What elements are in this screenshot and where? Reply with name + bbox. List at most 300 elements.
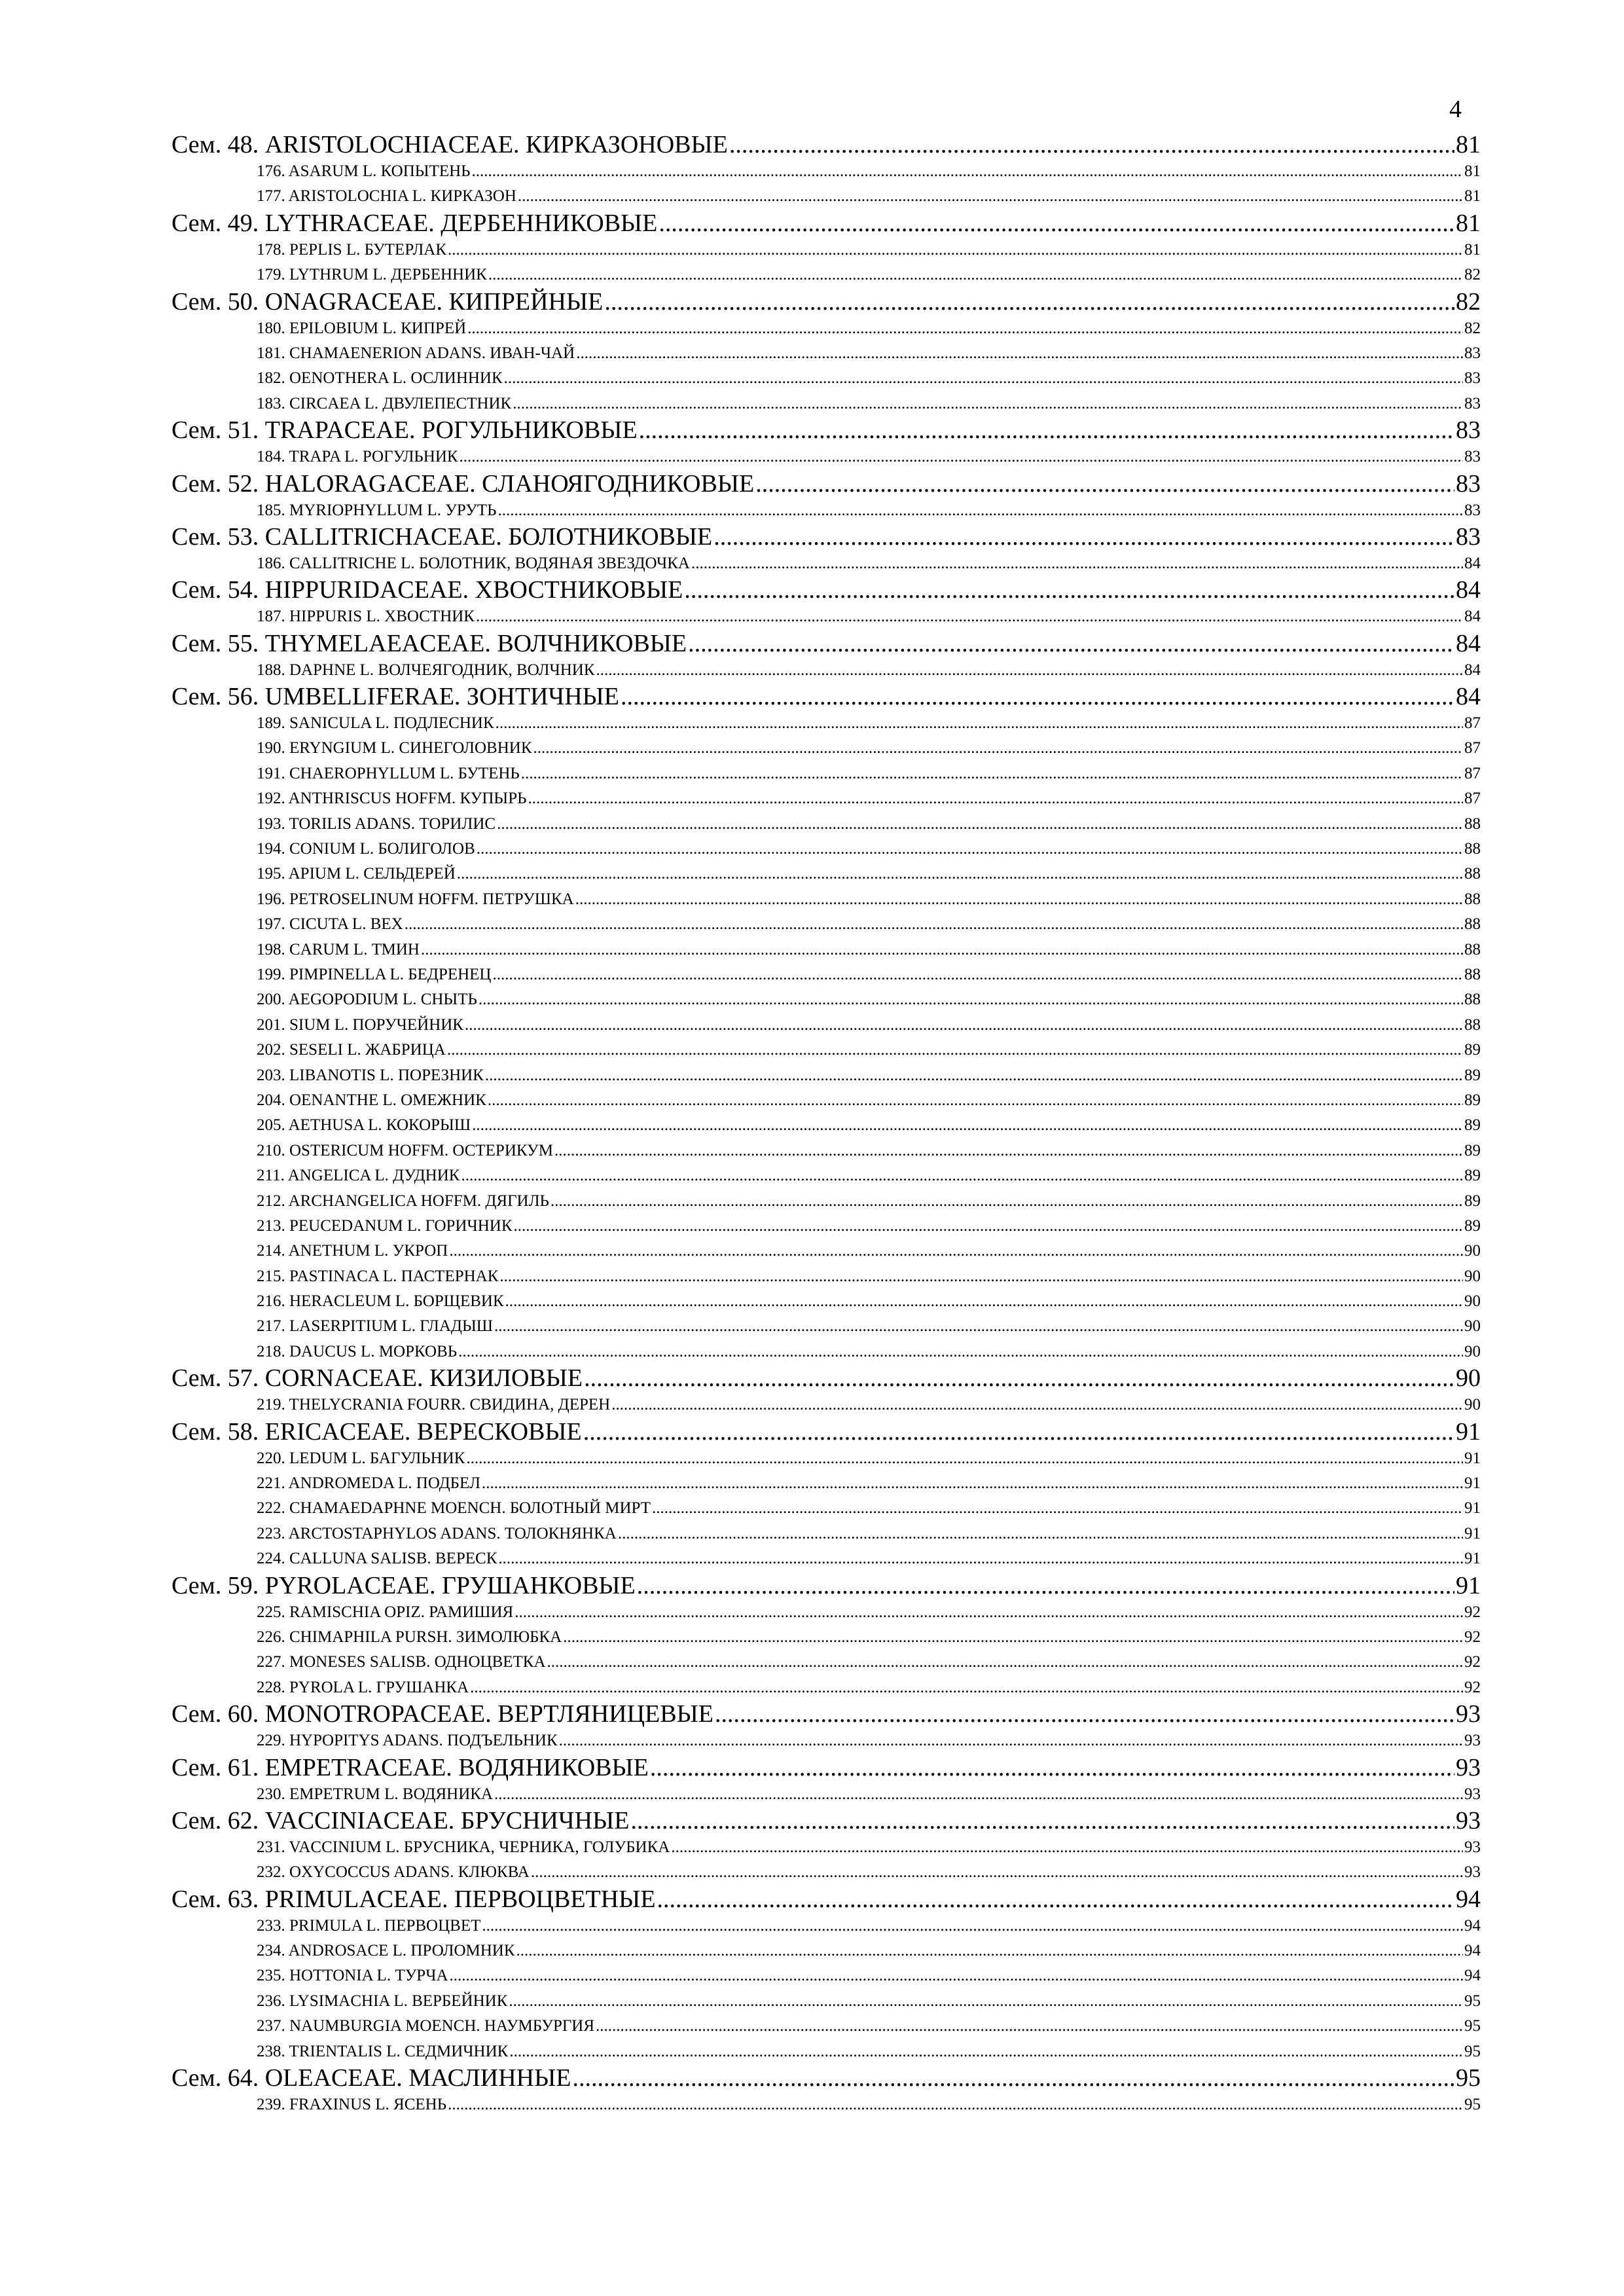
toc-entry-label: 194. CONIUM L. БОЛИГОЛОВ xyxy=(257,840,475,858)
toc-entry-label: 192. ANTHRISCUS HOFFM. КУПЫРЬ xyxy=(257,790,527,808)
toc-entry-page: 81 xyxy=(1464,162,1481,180)
dot-leader xyxy=(497,812,1463,837)
toc-genus-entry[interactable] xyxy=(171,1782,1481,1807)
dot-leader xyxy=(450,1963,1463,1988)
toc-entry-page: 93 xyxy=(1464,1785,1481,1803)
toc-entry-label: 201. SIUM L. ПОРУЧЕЙНИК xyxy=(257,1015,463,1034)
dot-leader xyxy=(494,1782,1463,1807)
toc-entry-label: Сем. 51. TRAPACEAE. РОГУЛЬНИКОВЫЕ xyxy=(171,416,638,445)
dot-leader xyxy=(596,658,1464,683)
toc-entry-label: 184. TRAPA L. РОГУЛЬНИК xyxy=(257,448,458,466)
toc-entry-label: 198. CARUM L. ТМИН xyxy=(257,940,420,958)
toc-entry-label: 231. VACCINIUM L. БРУСНИКА, ЧЕРНИКА, ГОЛУБИКА xyxy=(257,1838,670,1856)
toc-entry-label: 229. HYPOPITYS ADANS. ПОДЪЕЛЬНИК xyxy=(257,1732,558,1750)
toc-entry-page: 88 xyxy=(1464,840,1481,858)
toc-genus-entry[interactable] xyxy=(171,1650,1481,1675)
toc-entry-label: 191. CHAEROPHYLLUM L. БУТЕНЬ xyxy=(257,764,520,782)
toc-family-entry[interactable] xyxy=(171,470,1481,498)
toc-entry-page: 93 xyxy=(1464,1863,1481,1882)
toc-genus-entry[interactable] xyxy=(171,2014,1481,2039)
toc-entry-page: 95 xyxy=(1464,2042,1481,2060)
table-of-contents xyxy=(171,131,1481,2117)
toc-entry-page: 84 xyxy=(1456,629,1481,657)
dot-leader xyxy=(498,1546,1463,1571)
dot-leader xyxy=(575,887,1463,912)
dot-leader xyxy=(516,1939,1463,1963)
toc-entry-label: Сем. 61. EMPETRACEAE. ВОДЯНИКОВЫЕ xyxy=(171,1753,649,1781)
toc-genus-entry[interactable] xyxy=(171,1139,1481,1163)
dot-leader xyxy=(684,576,1454,604)
toc-entry-label: 199. PIMPINELLA L. БЕДРЕНЕЦ xyxy=(257,965,492,983)
dot-leader xyxy=(509,1989,1463,2014)
dot-leader xyxy=(405,912,1463,937)
toc-entry-page: 88 xyxy=(1464,865,1481,883)
toc-family-entry[interactable] xyxy=(171,210,1481,238)
toc-entry-page: 89 xyxy=(1464,1041,1481,1059)
page-number: 4 xyxy=(1449,96,1462,123)
toc-entry-page: 90 xyxy=(1464,1292,1481,1311)
dot-leader xyxy=(485,1063,1463,1088)
toc-entry-page: 94 xyxy=(1464,1942,1481,1960)
toc-entry-page: 82 xyxy=(1464,319,1481,337)
toc-family-entry[interactable] xyxy=(171,1572,1481,1600)
toc-entry-label: 232. OXYCOCCUS ADANS. КЛЮКВА xyxy=(257,1863,530,1882)
toc-entry-page: 89 xyxy=(1464,1216,1481,1235)
toc-entry-label: 202. SESELI L. ЖАБРИЦА xyxy=(257,1041,446,1059)
dot-leader xyxy=(659,210,1454,238)
toc-genus-entry[interactable] xyxy=(171,1963,1481,1988)
toc-genus-entry[interactable] xyxy=(171,1013,1481,1038)
toc-genus-entry[interactable] xyxy=(171,1163,1481,1188)
dot-leader xyxy=(652,1496,1463,1521)
dot-leader xyxy=(618,1522,1463,1546)
toc-genus-entry[interactable] xyxy=(171,736,1481,761)
toc-entry-page: 92 xyxy=(1464,1678,1481,1696)
toc-genus-entry[interactable] xyxy=(171,658,1481,683)
toc-entry-label: 234. ANDROSACE L. ПРОЛОМНИК xyxy=(257,1942,515,1960)
toc-genus-entry[interactable] xyxy=(171,887,1481,912)
toc-entry-page: 88 xyxy=(1464,940,1481,958)
toc-entry-page: 91 xyxy=(1464,1474,1481,1493)
toc-family-entry[interactable] xyxy=(171,1754,1481,1782)
toc-genus-entry[interactable] xyxy=(171,392,1481,416)
toc-genus-entry[interactable] xyxy=(171,1314,1481,1339)
dot-leader xyxy=(533,736,1463,761)
toc-genus-entry[interactable] xyxy=(171,2092,1481,2117)
toc-entry-label: 188. DAPHNE L. ВОЛЧЕЯГОДНИК, ВОЛЧНИК xyxy=(257,661,595,679)
toc-genus-entry[interactable] xyxy=(171,1860,1481,1885)
toc-entry-label: 224. CALLUNA SALISB. ВЕРЕСК xyxy=(257,1550,497,1568)
toc-entry-label: 235. HOTTONIA L. ТУРЧА xyxy=(257,1967,448,1985)
dot-leader xyxy=(496,711,1463,736)
dot-leader xyxy=(482,1471,1463,1496)
toc-entry-page: 92 xyxy=(1464,1653,1481,1671)
toc-genus-entry[interactable] xyxy=(171,366,1481,391)
toc-family-entry[interactable] xyxy=(171,576,1481,604)
toc-entry-page: 90 xyxy=(1456,1364,1481,1393)
toc-entry-label: 225. RAMISCHIA OPIZ. РАМИШИЯ xyxy=(257,1603,514,1621)
toc-entry-page: 89 xyxy=(1464,1167,1481,1185)
toc-genus-entry[interactable] xyxy=(171,1063,1481,1088)
dot-leader xyxy=(611,1393,1463,1417)
dot-leader xyxy=(514,1600,1463,1625)
toc-entry-page: 93 xyxy=(1456,1700,1481,1728)
toc-entry-label: Сем. 58. ERICACEAE. ВЕРЕСКОВЫЕ xyxy=(171,1417,582,1446)
toc-entry-label: 178. PEPLIS L. БУТЕРЛАК xyxy=(257,240,447,259)
dot-leader xyxy=(488,1088,1463,1113)
toc-genus-entry[interactable] xyxy=(171,159,1481,184)
toc-entry-page: 83 xyxy=(1456,522,1481,551)
toc-entry-page: 90 xyxy=(1464,1242,1481,1260)
toc-entry-page: 89 xyxy=(1464,1116,1481,1135)
toc-entry-label: 217. LASERPITIUM L. ГЛАДЫШ xyxy=(257,1317,493,1336)
toc-entry-page: 89 xyxy=(1464,1091,1481,1109)
toc-entry-label: 215. PASTINACA L. ПАСТЕРНАК xyxy=(257,1267,499,1285)
toc-entry-page: 84 xyxy=(1464,661,1481,679)
toc-entry-page: 83 xyxy=(1464,448,1481,466)
dot-leader xyxy=(583,1418,1454,1446)
dot-leader xyxy=(639,416,1454,445)
toc-genus-entry[interactable] xyxy=(171,962,1481,987)
dot-leader xyxy=(514,1214,1463,1239)
toc-entry-page: 83 xyxy=(1456,416,1481,445)
toc-entry-page: 95 xyxy=(1464,1992,1481,2010)
toc-entry-label: 187. HIPPURIS L. ХВОСТНИК xyxy=(257,608,475,626)
toc-genus-entry[interactable] xyxy=(171,786,1481,811)
toc-entry-label: 204. OENANTHE L. ОМЕЖНИК xyxy=(257,1091,486,1109)
dot-leader xyxy=(448,2092,1463,2117)
toc-entry-label: 196. PETROSELINUM HOFFM. ПЕТРУШКА xyxy=(257,890,574,908)
dot-leader xyxy=(492,962,1463,987)
toc-entry-label: 213. PEUCEDANUM L. ГОРИЧНИК xyxy=(257,1216,513,1235)
toc-genus-entry[interactable] xyxy=(171,1471,1481,1496)
toc-entry-label: 218. DAUCUS L. МОРКОВЬ xyxy=(257,1342,458,1360)
toc-entry-page: 93 xyxy=(1456,1806,1481,1834)
toc-entry-label: Сем. 55. THYMELAEACEAE. ВОЛЧНИКОВЫЕ xyxy=(171,629,687,657)
toc-entry-page: 94 xyxy=(1456,1885,1481,1913)
toc-genus-entry[interactable] xyxy=(171,1675,1481,1700)
toc-genus-entry[interactable] xyxy=(171,1625,1481,1650)
toc-entry-label: 182. OENOTHERA L. ОСЛИННИК xyxy=(257,369,503,388)
toc-entry-page: 90 xyxy=(1464,1342,1481,1360)
toc-entry-page: 89 xyxy=(1464,1141,1481,1159)
toc-entry-label: 185. MYRIOPHYLLUM L. УРУТЬ xyxy=(257,501,497,519)
toc-entry-page: 81 xyxy=(1456,209,1481,237)
toc-genus-entry[interactable] xyxy=(171,184,1481,209)
dot-leader xyxy=(713,523,1454,551)
toc-entry-page: 91 xyxy=(1464,1524,1481,1542)
toc-family-entry[interactable] xyxy=(171,630,1481,658)
toc-entry-label: Сем. 62. VACCINIACEAE. БРУСНИЧНЫЕ xyxy=(171,1806,630,1834)
toc-entry-page: 90 xyxy=(1464,1396,1481,1414)
toc-entry-page: 90 xyxy=(1464,1317,1481,1336)
toc-entry-label: Сем. 49. LYTHRACEAE. ДЕРБЕННИКОВЫЕ xyxy=(171,209,658,237)
toc-genus-entry[interactable] xyxy=(171,1939,1481,1963)
dot-leader xyxy=(447,1038,1463,1063)
toc-entry-page: 84 xyxy=(1456,576,1481,604)
toc-entry-page: 94 xyxy=(1464,1916,1481,1935)
toc-genus-entry[interactable] xyxy=(171,938,1481,962)
dot-leader xyxy=(466,1446,1463,1471)
toc-entry-page: 93 xyxy=(1464,1838,1481,1856)
toc-entry-page: 83 xyxy=(1464,501,1481,519)
dot-leader xyxy=(472,159,1463,184)
toc-entry-page: 82 xyxy=(1456,287,1481,316)
toc-entry-page: 91 xyxy=(1464,1449,1481,1467)
toc-entry-label: Сем. 56. UMBELLIFERAE. ЗОНТИЧНЫЕ xyxy=(171,683,619,711)
toc-genus-entry[interactable] xyxy=(171,1189,1481,1214)
toc-entry-label: Сем. 64. OLEACEAE. МАСЛИННЫЕ xyxy=(171,2064,571,2092)
toc-entry-page: 81 xyxy=(1464,240,1481,259)
dot-leader xyxy=(458,1339,1463,1364)
toc-entry-label: 190. ERYNGIUM L. СИНЕГОЛОВНИК xyxy=(257,739,532,757)
toc-entry-label: 200. AEGOPODIUM L. СНЫТЬ xyxy=(257,991,477,1009)
dot-leader xyxy=(505,1289,1463,1314)
dot-leader xyxy=(630,1807,1454,1835)
toc-genus-entry[interactable] xyxy=(171,1393,1481,1417)
toc-entry-page: 88 xyxy=(1464,1015,1481,1034)
toc-genus-entry[interactable] xyxy=(171,316,1481,341)
dot-leader xyxy=(421,938,1463,962)
dot-leader xyxy=(498,498,1463,523)
toc-entry-page: 88 xyxy=(1464,915,1481,934)
toc-entry-page: 93 xyxy=(1464,1732,1481,1750)
dot-leader xyxy=(531,1860,1463,1885)
toc-entry-page: 83 xyxy=(1464,344,1481,362)
toc-entry-page: 84 xyxy=(1464,608,1481,626)
toc-entry-label: Сем. 59. PYROLACEAE. ГРУШАНКОВЫЕ xyxy=(171,1571,636,1599)
toc-entry-label: 219. THELYCRANIA FOURR. СВИДИНА, ДЕРЕН xyxy=(257,1396,611,1414)
toc-entry-page: 88 xyxy=(1464,991,1481,1009)
dot-leader xyxy=(596,2014,1463,2039)
toc-entry-page: 93 xyxy=(1456,1753,1481,1781)
dot-leader xyxy=(477,837,1463,862)
dot-leader xyxy=(550,1189,1463,1214)
toc-entry-page: 91 xyxy=(1456,1571,1481,1599)
toc-entry-label: 177. ARISTOLOCHIA L. КИРКАЗОН xyxy=(257,187,516,206)
toc-genus-entry[interactable] xyxy=(171,812,1481,837)
dot-leader xyxy=(657,1886,1454,1914)
toc-entry-page: 89 xyxy=(1464,1192,1481,1210)
toc-entry-label: Сем. 54. HIPPURIDACEAE. ХВОСТНИКОВЫЕ xyxy=(171,576,683,604)
toc-genus-entry[interactable] xyxy=(171,1088,1481,1113)
dot-leader xyxy=(563,1625,1463,1650)
toc-genus-entry[interactable] xyxy=(171,987,1481,1012)
toc-genus-entry[interactable] xyxy=(171,445,1481,469)
dot-leader xyxy=(755,470,1454,498)
toc-entry-label: 180. EPILOBIUM L. КИПРЕЙ xyxy=(257,319,467,337)
toc-entry-label: Сем. 50. ONAGRACEAE. КИПРЕЙНЫЕ xyxy=(171,287,604,316)
toc-entry-label: 216. HERACLEUM L. БОРЩЕВИК xyxy=(257,1292,504,1311)
dot-leader xyxy=(472,1113,1463,1138)
toc-entry-label: Сем. 63. PRIMULACEAE. ПЕРВОЦВЕТНЫЕ xyxy=(171,1885,656,1913)
toc-genus-entry[interactable] xyxy=(171,263,1481,287)
toc-genus-entry[interactable] xyxy=(171,711,1481,736)
toc-entry-label: 197. CICUTA L. ВЕХ xyxy=(257,915,403,934)
dot-leader xyxy=(509,2039,1463,2064)
toc-entry-label: 238. TRIENTALIS L. СЕДМИЧНИК xyxy=(257,2042,509,2060)
toc-genus-entry[interactable] xyxy=(171,498,1481,523)
dot-leader xyxy=(621,683,1454,711)
toc-entry-page: 84 xyxy=(1456,683,1481,711)
toc-entry-label: 212. ARCHANGELICA HOFFM. ДЯГИЛЬ xyxy=(257,1192,549,1210)
dot-leader xyxy=(465,1013,1463,1038)
toc-entry-page: 95 xyxy=(1456,2064,1481,2092)
toc-family-entry[interactable] xyxy=(171,683,1481,711)
dot-leader xyxy=(554,1139,1463,1163)
dot-leader xyxy=(482,1914,1463,1939)
toc-entry-page: 95 xyxy=(1464,2017,1481,2035)
toc-family-entry[interactable] xyxy=(171,2064,1481,2092)
dot-leader xyxy=(729,131,1454,159)
toc-genus-entry[interactable] xyxy=(171,1522,1481,1546)
toc-entry-label: 221. ANDROMEDA L. ПОДБЕЛ xyxy=(257,1474,480,1493)
toc-entry-page: 87 xyxy=(1464,790,1481,808)
toc-genus-entry[interactable] xyxy=(171,761,1481,786)
toc-entry-label: 181. CHAMAENERION ADANS. ИВАН-ЧАЙ xyxy=(257,344,575,362)
toc-entry-page: 88 xyxy=(1464,965,1481,983)
toc-genus-entry[interactable] xyxy=(171,1214,1481,1239)
toc-genus-entry[interactable] xyxy=(171,1113,1481,1138)
dot-leader xyxy=(449,1239,1463,1264)
toc-genus-entry[interactable] xyxy=(171,551,1481,576)
dot-leader xyxy=(467,316,1463,341)
dot-leader xyxy=(650,1754,1454,1782)
toc-entry-label: 210. OSTERICUM HOFFM. ОСТЕРИКУМ xyxy=(257,1141,553,1159)
toc-genus-entry[interactable] xyxy=(171,341,1481,366)
dot-leader xyxy=(518,184,1463,209)
toc-genus-entry[interactable] xyxy=(171,1446,1481,1471)
toc-entry-label: 183. CIRCAEA L. ДВУЛЕПЕСТНИК xyxy=(257,394,512,412)
toc-entry-label: Сем. 48. ARISTOLOCHIACEAE. КИРКАЗОНОВЫЕ xyxy=(171,131,728,158)
toc-genus-entry[interactable] xyxy=(171,1339,1481,1364)
toc-entry-page: 92 xyxy=(1464,1628,1481,1646)
toc-genus-entry[interactable] xyxy=(171,1914,1481,1939)
dot-leader xyxy=(521,761,1463,786)
toc-entry-page: 90 xyxy=(1464,1267,1481,1285)
toc-entry-label: 220. LEDUM L. БАГУЛЬНИК xyxy=(257,1449,465,1467)
dot-leader xyxy=(494,1314,1463,1339)
toc-entry-label: Сем. 57. CORNACEAE. КИЗИЛОВЫЕ xyxy=(171,1364,583,1393)
dot-leader xyxy=(478,987,1463,1012)
toc-entry-page: 89 xyxy=(1464,1066,1481,1084)
toc-entry-page: 88 xyxy=(1464,814,1481,833)
toc-genus-entry[interactable] xyxy=(171,837,1481,862)
dot-leader xyxy=(572,2064,1454,2092)
toc-entry-page: 81 xyxy=(1464,187,1481,206)
toc-entry-page: 91 xyxy=(1464,1499,1481,1518)
dot-leader xyxy=(513,392,1463,416)
toc-genus-entry[interactable] xyxy=(171,1264,1481,1289)
toc-entry-label: Сем. 52. HALORAGACEAE. СЛАНОЯГОДНИКОВЫЕ xyxy=(171,469,755,498)
dot-leader xyxy=(457,862,1463,886)
toc-family-entry[interactable] xyxy=(171,1807,1481,1835)
toc-entry-label: 239. FRAXINUS L. ЯСЕНЬ xyxy=(257,2096,447,2114)
toc-entry-label: 236. LYSIMACHIA L. ВЕРБЕЙНИК xyxy=(257,1992,508,2010)
toc-entry-page: 84 xyxy=(1464,554,1481,572)
dot-leader xyxy=(584,1364,1454,1393)
toc-entry-page: 83 xyxy=(1456,469,1481,498)
toc-entry-label: 205. AETHUSA L. КОКОРЫШ xyxy=(257,1116,471,1135)
toc-entry-page: 83 xyxy=(1464,369,1481,388)
toc-entry-page: 83 xyxy=(1464,394,1481,412)
dot-leader xyxy=(715,1700,1454,1728)
toc-genus-entry[interactable] xyxy=(171,604,1481,629)
toc-entry-page: 82 xyxy=(1464,266,1481,284)
toc-family-entry[interactable] xyxy=(171,1886,1481,1914)
toc-entry-label: 222. CHAMAEDAPHNE MOENCH. БОЛОТНЫЙ МИРТ xyxy=(257,1499,651,1518)
toc-entry-page: 91 xyxy=(1464,1550,1481,1568)
toc-genus-entry[interactable] xyxy=(171,1835,1481,1860)
toc-entry-page: 94 xyxy=(1464,1967,1481,1985)
toc-entry-label: 214. ANETHUM L. УКРОП xyxy=(257,1242,448,1260)
toc-family-entry[interactable] xyxy=(171,416,1481,445)
toc-genus-entry[interactable] xyxy=(171,1496,1481,1521)
toc-genus-entry[interactable] xyxy=(171,1989,1481,2014)
toc-entry-label: 223. ARCTOSTAPHYLOS ADANS. ТОЛОКНЯНКА xyxy=(257,1524,617,1542)
dot-leader xyxy=(604,288,1454,316)
toc-genus-entry[interactable] xyxy=(171,238,1481,263)
dot-leader xyxy=(547,1650,1463,1675)
dot-leader xyxy=(637,1572,1454,1600)
toc-entry-page: 95 xyxy=(1464,2096,1481,2114)
toc-entry-page: 87 xyxy=(1464,714,1481,733)
toc-entry-label: 226. CHIMAPHILA PURSH. ЗИМОЛЮБКА xyxy=(257,1628,562,1646)
toc-family-entry[interactable] xyxy=(171,131,1481,159)
dot-leader xyxy=(504,366,1463,391)
dot-leader xyxy=(671,1835,1463,1860)
toc-entry-label: 227. MONESES SALISB. ОДНОЦВЕТКА xyxy=(257,1653,546,1671)
toc-genus-entry[interactable] xyxy=(171,1239,1481,1264)
toc-entry-label: 211. ANGELICA L. ДУДНИК xyxy=(257,1167,460,1185)
toc-family-entry[interactable] xyxy=(171,523,1481,551)
dot-leader xyxy=(488,263,1463,287)
toc-genus-entry[interactable] xyxy=(171,1600,1481,1625)
toc-entry-page: 81 xyxy=(1456,131,1481,158)
toc-entry-label: 230. EMPETRUM L. ВОДЯНИКА xyxy=(257,1785,493,1803)
toc-entry-label: 186. CALLITRICHE L. БОЛОТНИК, ВОДЯНАЯ ЗВЕЗДОЧКА xyxy=(257,554,690,572)
dot-leader xyxy=(576,341,1463,366)
dot-leader xyxy=(528,786,1463,811)
toc-family-entry[interactable] xyxy=(171,1418,1481,1446)
toc-entry-label: 228. PYROLA L. ГРУШАНКА xyxy=(257,1678,469,1696)
toc-genus-entry[interactable] xyxy=(171,1038,1481,1063)
dot-leader xyxy=(460,445,1463,469)
toc-entry-page: 88 xyxy=(1464,890,1481,908)
toc-genus-entry[interactable] xyxy=(171,862,1481,886)
dot-leader xyxy=(499,1264,1463,1289)
toc-genus-entry[interactable] xyxy=(171,2039,1481,2064)
dot-leader xyxy=(688,630,1454,658)
dot-leader xyxy=(448,238,1463,263)
dot-leader xyxy=(470,1675,1463,1700)
toc-entry-label: 179. LYTHRUM L. ДЕРБЕННИК xyxy=(257,266,487,284)
toc-family-entry[interactable] xyxy=(171,1700,1481,1728)
toc-genus-entry[interactable] xyxy=(171,1546,1481,1571)
dot-leader xyxy=(691,551,1463,576)
toc-genus-entry[interactable] xyxy=(171,1728,1481,1753)
dot-leader xyxy=(476,604,1463,629)
toc-entry-label: Сем. 60. MONOTROPACEAE. ВЕРТЛЯНИЦЕВЫЕ xyxy=(171,1700,713,1728)
toc-genus-entry[interactable] xyxy=(171,912,1481,937)
toc-entry-label: 176. ASARUM L. КОПЫТЕНЬ xyxy=(257,162,471,180)
toc-family-entry[interactable] xyxy=(171,1364,1481,1393)
toc-entry-label: Сем. 53. CALLITRICHACEAE. БОЛОТНИКОВЫЕ xyxy=(171,522,713,551)
toc-genus-entry[interactable] xyxy=(171,1289,1481,1314)
toc-family-entry[interactable] xyxy=(171,288,1481,316)
toc-entry-label: 233. PRIMULA L. ПЕРВОЦВЕТ xyxy=(257,1916,481,1935)
toc-entry-label: 203. LIBANOTIS L. ПОРЕЗНИК xyxy=(257,1066,484,1084)
